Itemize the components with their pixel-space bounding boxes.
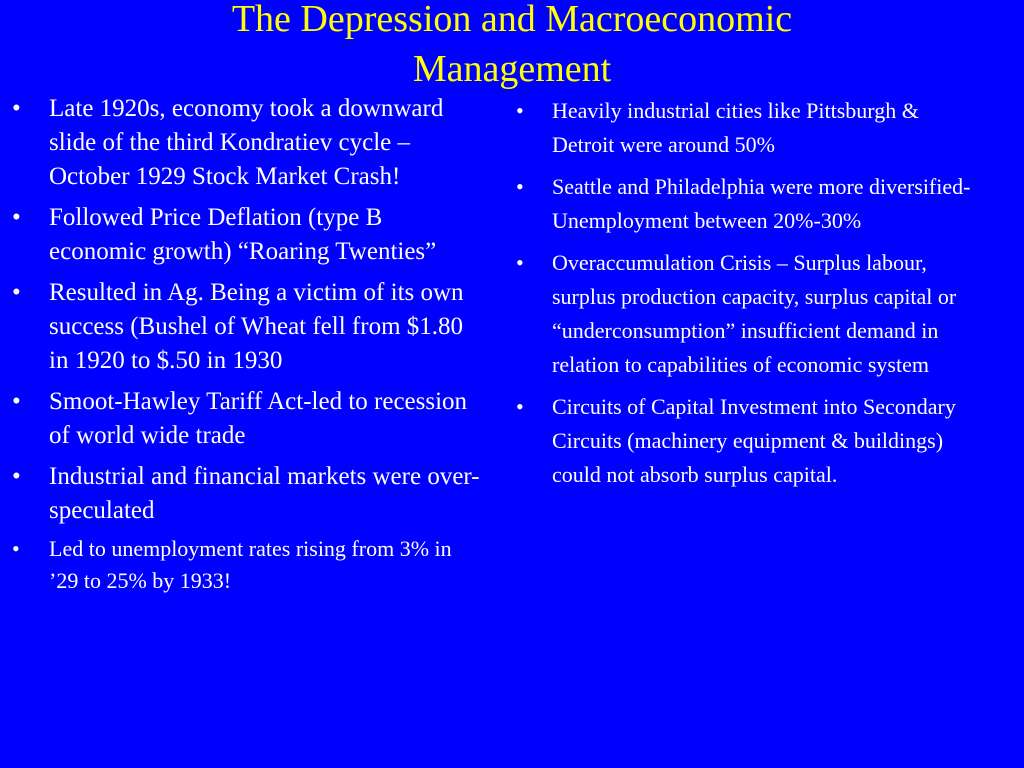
bullet-text: Led to unemployment rates rising from 3% in ’29 to 25% by 1933! [49, 536, 452, 593]
bullet-item [516, 246, 986, 382]
bullet-item [516, 390, 986, 492]
bullet-icon: • [12, 204, 21, 231]
bullet-icon: • [516, 174, 524, 199]
bullet-text: Overaccumulation Crisis – Surplus labour, surplus production capacity, surplus capital or “underconsumption” insufficient demand in relation to capabilities of economic system [552, 250, 957, 377]
bullet-icon: • [516, 394, 524, 419]
right-bullet-list [516, 94, 986, 500]
bullet-item [12, 276, 482, 378]
bullet-text: Resulted in Ag. Being a victim of its own success (Bushel of Wheat fell from $1.80 in 1920 to $.50 in 1930 [49, 279, 464, 374]
bullet-text: Seattle and Philadelphia were more diversified-Unemployment between 20%-30% [552, 174, 971, 233]
bullet-icon: • [516, 250, 524, 275]
bullet-item [12, 533, 482, 597]
bullet-item [12, 201, 482, 269]
bullet-icon: • [12, 463, 21, 490]
bullet-icon: • [12, 388, 21, 415]
bullet-item [12, 460, 482, 528]
slide-title: The Depression and Macroeconomic Management [231, 0, 793, 90]
bullet-text: Industrial and financial markets were over-speculated [49, 463, 480, 524]
bullet-text: Followed Price Deflation (type B economic growth) “Roaring Twenties” [49, 204, 437, 265]
bullet-icon: • [516, 98, 524, 123]
bullet-item [516, 170, 986, 238]
left-bullet-list [12, 92, 482, 604]
bullet-item [12, 92, 482, 194]
bullet-item [516, 94, 986, 162]
bullet-text: Heavily industrial cities like Pittsburgh & Detroit were around 50% [552, 98, 919, 157]
bullet-text: Smoot-Hawley Tariff Act-led to recession of world wide trade [49, 388, 468, 449]
bullet-item [12, 385, 482, 453]
bullet-text: Circuits of Capital Investment into Secondary Circuits (machinery equipment & buildings) could not absorb surplus capital. [552, 394, 956, 487]
bullet-icon: • [12, 536, 20, 561]
bullet-text: Late 1920s, economy took a downward slide of the third Kondratiev cycle – October 1929 Stock Market Crash! [49, 95, 444, 190]
bullet-icon: • [12, 279, 21, 306]
bullet-icon: • [12, 95, 21, 122]
